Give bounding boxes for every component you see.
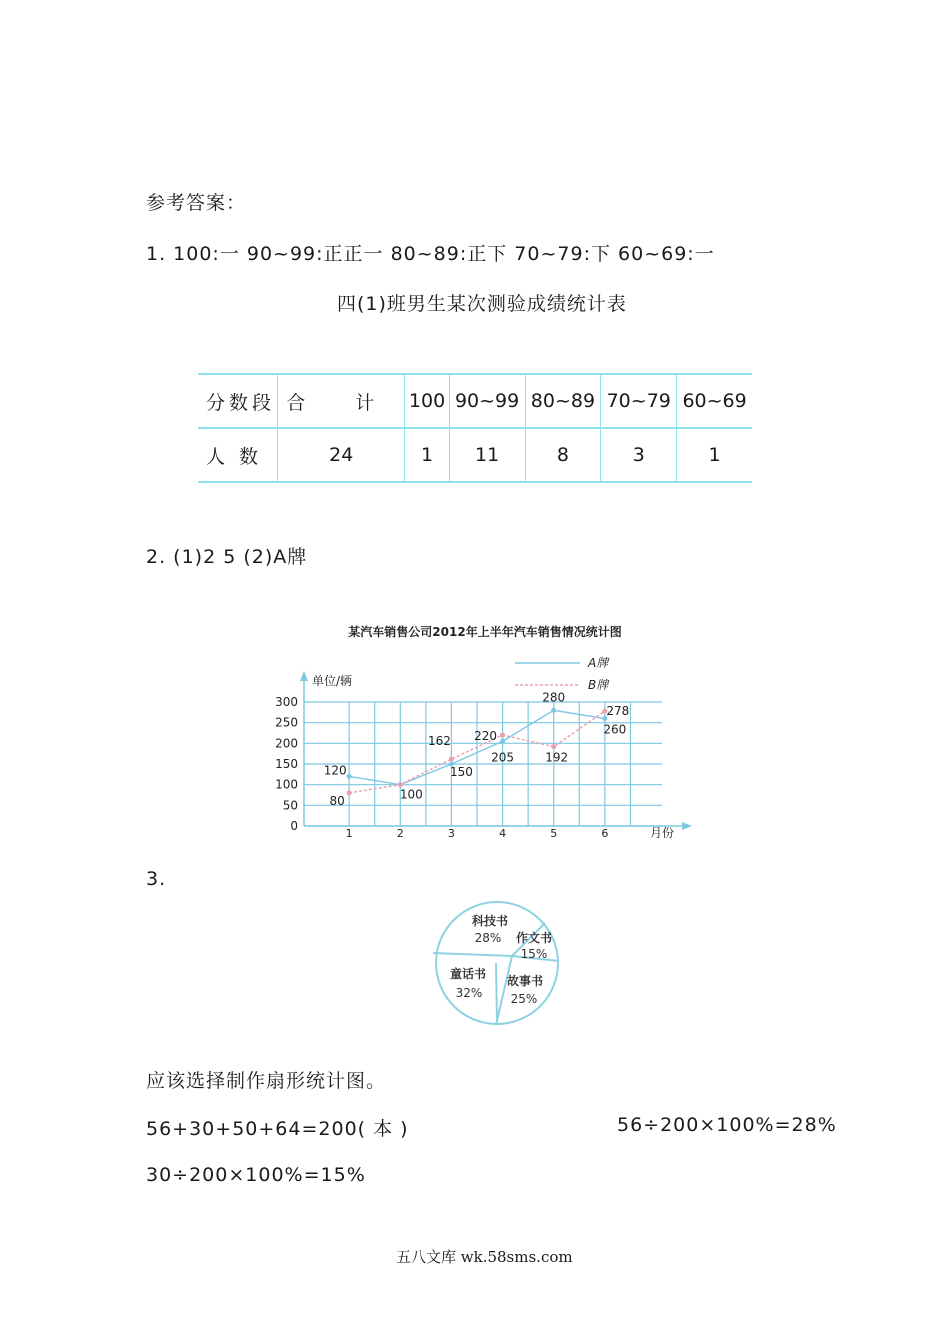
- x-tick-label: 1: [345, 827, 353, 840]
- x-axis-arrow-icon: [682, 822, 692, 830]
- data-point: [551, 708, 556, 713]
- x-tick-label: 3: [447, 827, 455, 840]
- table-cell: 人 数: [198, 428, 278, 482]
- x-tick-label: 4: [499, 827, 507, 840]
- chart-grid: [304, 702, 662, 826]
- x-tick-label: 5: [550, 827, 558, 840]
- data-point: [398, 782, 403, 787]
- y-tick-label: 250: [275, 715, 298, 730]
- pie-label-zuowen: 作文书: [515, 931, 553, 945]
- pie-label-gushi: 故事书: [506, 974, 544, 988]
- table-row: [198, 428, 752, 482]
- x-axis-label: 月份: [650, 826, 675, 840]
- y-tick-label: 0: [290, 819, 298, 833]
- y-axis-label: 单位/辆: [312, 674, 353, 688]
- calc-keji-percent: 56÷200×100%=28%: [617, 1114, 837, 1136]
- table-cell: 60~69: [677, 374, 752, 428]
- y-tick-label: 150: [275, 757, 298, 771]
- data-label: 150: [449, 765, 473, 779]
- calc-total: 56+30+50+64=200( 本 ): [146, 1118, 409, 1140]
- pie-percent-tonghua: 32%: [455, 986, 483, 1000]
- y-tick-label: 50: [282, 798, 298, 813]
- pie-chart: [430, 900, 570, 1030]
- table-cell: 11: [449, 428, 525, 482]
- y-tick-label: 300: [275, 695, 298, 709]
- pie-percent-gushi: 25%: [510, 992, 538, 1006]
- table-cell: 80~89: [525, 374, 601, 428]
- pie-label-tonghua: 童话书: [449, 967, 487, 981]
- q2-answer-line: 2. (1)2 5 (2)A牌: [146, 546, 308, 568]
- table-cell: 70~79: [601, 374, 677, 428]
- data-label: 80: [329, 793, 345, 808]
- chart-title: 某汽车销售公司2012年上半年汽车销售情况统计图: [348, 625, 622, 639]
- table-cell: 1: [405, 428, 449, 482]
- y-tick-label: 200: [275, 736, 298, 751]
- table-cell: 90~99: [449, 374, 525, 428]
- data-label: 280: [542, 690, 566, 705]
- data-point: [500, 739, 505, 744]
- y-axis-arrow-icon: [300, 671, 308, 681]
- table-cell: 合 计: [278, 374, 405, 428]
- data-label: 220: [474, 729, 498, 744]
- pie-percent-keji: 28%: [474, 931, 502, 945]
- data-label: 205: [491, 750, 515, 765]
- data-label: 162: [427, 734, 451, 749]
- data-point: [500, 733, 505, 738]
- line-chart: [260, 615, 710, 850]
- data-point: [449, 757, 454, 762]
- data-label: 278: [606, 704, 630, 719]
- table-cell: 100: [405, 374, 449, 428]
- table-title: 四(1)班男生某次测验成绩统计表: [337, 293, 627, 315]
- footer-watermark: 五八文库 wk.58sms.com: [396, 1248, 573, 1266]
- answer-heading: 参考答案：: [146, 192, 247, 214]
- data-point: [347, 774, 352, 779]
- chart-legend: [515, 656, 610, 692]
- table-cell: 分数段: [198, 374, 278, 428]
- legend-label-b: B牌: [588, 678, 609, 692]
- score-table: [198, 373, 752, 483]
- data-label: 120: [323, 763, 347, 778]
- pie-label-keji: 科技书: [471, 914, 509, 928]
- y-tick-label: 100: [275, 777, 298, 792]
- data-point: [347, 790, 352, 795]
- data-label: 260: [603, 722, 627, 737]
- table-cell: 24: [278, 428, 405, 482]
- table-cell: 1: [677, 428, 752, 482]
- table-cell: 3: [601, 428, 677, 482]
- x-tick-label: 2: [396, 827, 404, 840]
- x-tick-label: 6: [601, 827, 609, 840]
- pie-percent-zuowen: 15%: [520, 947, 548, 961]
- pie-divider: [496, 963, 497, 1024]
- calc-zuowen-percent: 30÷200×100%=15%: [146, 1164, 366, 1186]
- table-header-row: [198, 374, 752, 428]
- legend-label-a: A牌: [588, 656, 609, 670]
- data-point: [551, 744, 556, 749]
- data-label: 100: [399, 787, 423, 802]
- data-label: 192: [545, 750, 569, 765]
- q1-tally-line: 1. 100:一 90~99:正正一 80~89:正下 70~79:下 60~69:一: [146, 243, 715, 265]
- q3-number: 3.: [146, 868, 167, 890]
- table-cell: 8: [525, 428, 601, 482]
- conclusion-text: 应该选择制作扇形统计图。: [146, 1070, 387, 1092]
